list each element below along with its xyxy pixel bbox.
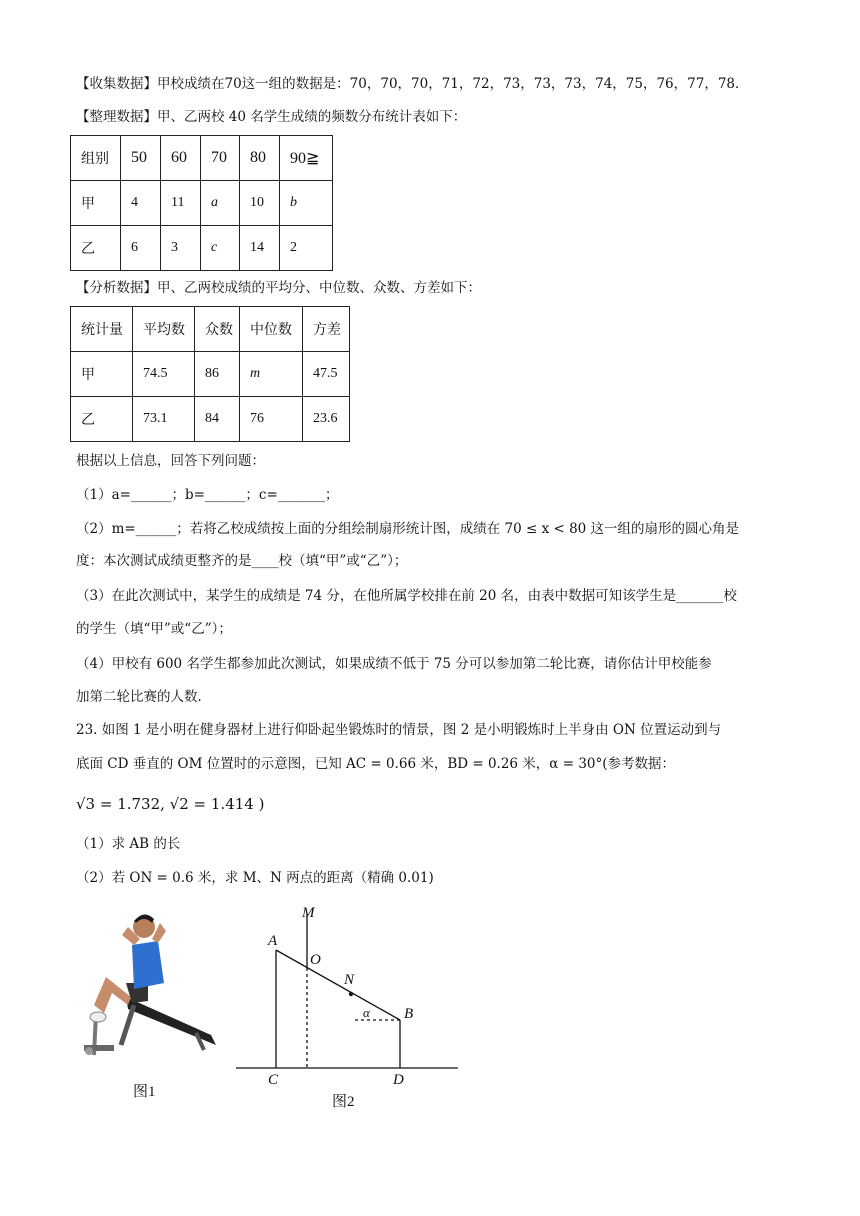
freq-header-cell: 组别	[71, 136, 121, 181]
stats-header-cell: 统计量	[71, 307, 133, 352]
stats-cell: 甲	[71, 352, 133, 397]
freq-cell: 甲	[71, 181, 121, 226]
frequency-table	[70, 135, 333, 271]
figure-2-diagram	[230, 900, 465, 1085]
problem-23-line1: 23. 如图 1 是小明在健身器材上进行仰卧起坐锻炼时的情景，图 2 是小明锻炼时上半身由 ON 位置运动到与	[76, 722, 722, 738]
figure-1-photo	[76, 905, 221, 1065]
stats-header-cell: 平均数	[133, 307, 195, 352]
point-n	[349, 992, 353, 996]
freq-cell: 2	[280, 226, 333, 271]
problem-23-part1: （1）求 AB 的长	[76, 836, 181, 852]
freq-cell: 14	[240, 226, 280, 271]
analyze-data-text: 【分析数据】甲、乙两校成绩的平均分、中位数、众数、方差如下：	[76, 280, 481, 296]
question-2-line2: 度：本次测试成绩更整齐的是____校（填“甲”或“乙”）；	[76, 553, 408, 569]
stats-cell: m	[240, 352, 303, 397]
question-3-line2: 的学生（填“甲”或“乙”）；	[76, 621, 232, 637]
freq-cell: a	[201, 181, 240, 226]
freq-cell: 乙	[71, 226, 121, 271]
stats-cell: 84	[195, 397, 240, 442]
freq-header-cell: 90≧	[280, 136, 333, 181]
freq-cell: 10	[240, 181, 280, 226]
segment-ab	[276, 950, 400, 1020]
label-m: M	[302, 905, 315, 921]
collect-data-text: 【收集数据】甲校成绩在70这一组的数据是：70，70，70，71，72，73，73，73，74，75，76，77，78．	[76, 76, 749, 92]
stats-header-cell: 中位数	[240, 307, 303, 352]
freq-cell: 6	[121, 226, 161, 271]
shirt	[132, 941, 164, 989]
question-1: （1）a=______；b=______；c=_______；	[76, 487, 339, 503]
table-row	[71, 352, 350, 397]
freq-cell: c	[201, 226, 240, 271]
stats-cell: 乙	[71, 397, 133, 442]
label-d: D	[393, 1072, 404, 1085]
stats-cell: 74.5	[133, 352, 195, 397]
shoe	[90, 1012, 106, 1022]
problem-23-line2: 底面 CD 垂直的 OM 位置时的示意图，已知 AC = 0.66 米，BD = 0.26 米，α = 30°(参考数据：	[76, 756, 676, 772]
label-a: A	[268, 933, 278, 949]
statistics-table	[70, 306, 350, 442]
freq-cell: b	[280, 181, 333, 226]
figure-2-caption: 图2	[332, 1094, 355, 1110]
question-intro: 根据以上信息，回答下列问题：	[76, 453, 265, 469]
legs	[94, 977, 131, 1013]
table-row	[71, 397, 350, 442]
table-row	[71, 226, 333, 271]
problem-23-part2: （2）若 ON = 0.6 米，求 M、N 两点的距离（精确 0.01)	[76, 870, 434, 886]
stats-cell: 76	[240, 397, 303, 442]
label-alpha: α	[363, 1005, 370, 1020]
question-4-line2: 加第二轮比赛的人数．	[76, 689, 211, 705]
figure-1-caption: 图1	[133, 1084, 156, 1100]
freq-header-cell: 80	[240, 136, 280, 181]
freq-header-cell: 70	[201, 136, 240, 181]
bench-wheel	[85, 1047, 93, 1055]
organize-data-text: 【整理数据】甲、乙两校 40 名学生成绩的频数分布统计表如下：	[76, 109, 467, 125]
freq-cell: 11	[161, 181, 201, 226]
stats-cell: 86	[195, 352, 240, 397]
label-c: C	[268, 1072, 279, 1085]
question-2-line1: （2）m=______；若将乙校成绩按上面的分组绘制扇形统计图，成绩在 70 ≤ x < 80 这一组的扇形的圆心角是	[76, 521, 740, 537]
table-row	[71, 181, 333, 226]
reference-data: √3 = 1.732, √2 = 1.414 )	[76, 795, 265, 813]
stats-cell: 23.6	[303, 397, 350, 442]
stats-cell: 47.5	[303, 352, 350, 397]
bench-pad	[126, 997, 216, 1045]
label-o: O	[310, 952, 321, 968]
stats-cell: 73.1	[133, 397, 195, 442]
freq-header-cell: 50	[121, 136, 161, 181]
bench-leg-front	[121, 1005, 134, 1045]
stats-header-cell: 众数	[195, 307, 240, 352]
freq-cell: 4	[121, 181, 161, 226]
freq-header-cell: 60	[161, 136, 201, 181]
freq-cell: 3	[161, 226, 201, 271]
label-b: B	[404, 1006, 414, 1022]
question-4-line1: （4）甲校有 600 名学生都参加此次测试，如果成绩不低于 75 分可以参加第二轮比赛，请你估计甲校能参	[76, 656, 712, 672]
question-3-line1: （3）在此次测试中，某学生的成绩是 74 分，在他所属学校排在前 20 名，由表中数据可知该学生是_______校	[76, 588, 737, 604]
label-n: N	[344, 972, 355, 988]
stats-header-cell: 方差	[303, 307, 350, 352]
